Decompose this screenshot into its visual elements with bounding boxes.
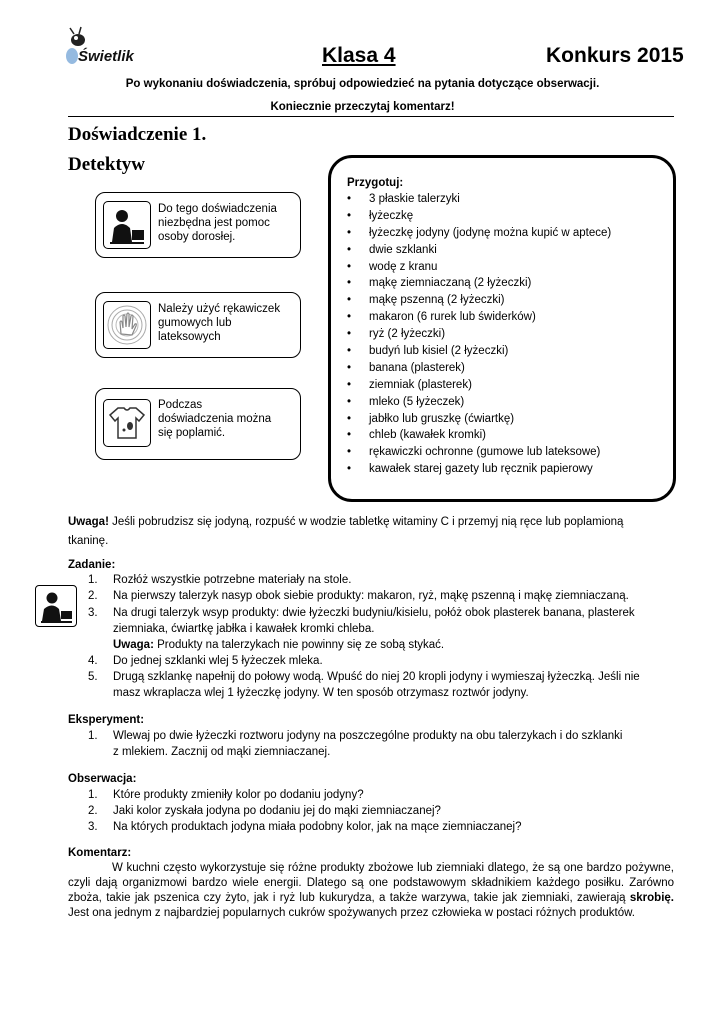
- card-text-line: gumowych lub: [158, 317, 232, 329]
- list-item: • 3 płaskie talerzyki: [347, 191, 611, 208]
- info-card-gloves: [95, 292, 301, 358]
- bullet-icon: •: [347, 463, 352, 476]
- experiment-name: Detektyw: [68, 154, 146, 175]
- bullet-icon: •: [347, 311, 352, 324]
- bullet-icon: •: [347, 412, 352, 425]
- card-text-line: doświadczenia można: [158, 413, 272, 425]
- question-number: 2.: [88, 805, 98, 817]
- bullet-icon: •: [347, 328, 352, 341]
- card-text-line: Należy użyć rękawiczek: [158, 303, 281, 315]
- experiment-steps-title: Eksperyment:: [68, 714, 145, 726]
- bullet-icon: •: [347, 243, 352, 256]
- bullet-icon: •: [347, 361, 352, 374]
- list-item: • rękawiczki ochronne (gumowe lub lateksowe): [347, 444, 611, 461]
- observation-question: Które produkty zmieniły kolor po dodaniu jodyny?: [113, 789, 364, 801]
- bullet-icon: •: [347, 345, 352, 358]
- task-step: Na pierwszy talerzyk nasyp obok siebie produkty: makaron, ryż, mąkę pszenną i mąkę ziemniaczaną.: [113, 590, 629, 602]
- bullet-icon: •: [347, 378, 352, 391]
- list-item: • dwie szklanki: [347, 242, 611, 259]
- list-item: • wodę z kranu: [347, 259, 611, 276]
- info-card-stains: [95, 388, 301, 460]
- list-item: • mąkę pszenną (2 łyżeczki): [347, 292, 611, 309]
- warning-text: Jeśli pobrudzisz się jodyną, rozpuść w wodzie tabletkę witaminy C i przemyj nią ręce lub poplamioną: [108, 516, 624, 528]
- comment-text-end: Jest ona jednym z najbardziej popularnych cukrów spożywanych przez człowieka w postaci różnych produktów.: [68, 907, 635, 919]
- bullet-icon: •: [347, 193, 352, 205]
- info-card-adult-help: [95, 192, 301, 258]
- preparation-title: Przygotuj:: [347, 177, 404, 189]
- bullet-icon: •: [347, 277, 352, 290]
- class-title: Klasa 4: [322, 44, 396, 67]
- step-number: 5.: [88, 671, 98, 683]
- task-step: Drugą szklankę napełnij do połowy wodą. Wpuść do niej 20 kropli jodyny i wymieszaj łyżeczką. Jeśli nie: [113, 671, 640, 683]
- gloves-icon: [103, 301, 151, 349]
- bullet-icon: •: [347, 294, 352, 307]
- list-item: • mleko (5 łyżeczek): [347, 394, 611, 411]
- comment-bold: skrobię.: [629, 892, 674, 904]
- step-number: 1.: [88, 574, 98, 586]
- card-text-line: niezbędna jest pomoc: [158, 217, 270, 229]
- task-note-text: Produkty na talerzykach nie powinny się ze sobą stykać.: [153, 639, 445, 651]
- preparation-list: [347, 191, 611, 478]
- list-item: • jabłko lub gruszkę (ćwiartkę): [347, 411, 611, 428]
- comment-title: Komentarz:: [68, 847, 132, 859]
- task-note-label: Uwaga:: [113, 639, 154, 651]
- warning-paragraph: [68, 515, 674, 549]
- list-item: • łyżeczkę jodyny (jodynę można kupić w aptece): [347, 225, 611, 242]
- card-text-line: lateksowych: [158, 331, 221, 343]
- step-number: 4.: [88, 655, 98, 667]
- step-number: 1.: [88, 730, 98, 742]
- bullet-icon: •: [347, 226, 352, 239]
- card-text-line: Do tego doświadczenia: [158, 203, 277, 215]
- logo-text: Świetlik: [78, 48, 134, 65]
- observation-title: Obserwacja:: [68, 773, 137, 785]
- stained-shirt-icon: [103, 399, 151, 447]
- list-item: • makaron (6 rurek lub świderków): [347, 309, 611, 326]
- observation-question: Jaki kolor zyskała jodyna po dodaniu jej do mąki ziemniaczanej?: [113, 805, 441, 817]
- task-step: Na drugi talerzyk wsyp produkty: dwie łyżeczki budyniu/kisielu, połóż obok plasterek banana, plasterek: [113, 607, 635, 619]
- list-item: • ziemniak (plasterek): [347, 377, 611, 394]
- list-item: • mąkę ziemniaczaną (2 łyżeczki): [347, 275, 611, 292]
- task-step-cont: ziemniaka, ćwiartkę jabłka i kawałek kromki chleba.: [113, 623, 375, 635]
- comment-reminder: Koniecznie przeczytaj komentarz!: [270, 101, 455, 113]
- warning-text-cont: tkaninę.: [68, 535, 109, 547]
- task-step-cont: masz wkraplacza wlej 1 łyżeczkę jodyny. W ten sposób otrzymasz roztwór jodyny.: [113, 687, 529, 699]
- card-text-line: się poplamić.: [158, 427, 226, 439]
- comment-text: W kuchni często wykorzystuje się różne produkty zbożowe lub ziemniaki dlatego, że są one bardzo pożywne, czyli dają organizmowi bardzo wiele energii. Dlatego są one podstawowym składnikiem każdego posiłku. Zarówno zboża, takie jak pszenica czy żyto, jak i ryż lub kukurydza, a także warzywa, takie jak ziemniaki, zawierają: [68, 862, 674, 904]
- bullet-icon: •: [347, 429, 352, 442]
- experiment-step: Wlewaj po dwie łyżeczki roztworu jodyny na poszczególne produkty na obu talerzykach i do szklanki: [113, 730, 623, 742]
- bullet-icon: •: [347, 209, 352, 222]
- bullet-icon: •: [347, 395, 352, 408]
- list-item: • ryż (2 łyżeczki): [347, 326, 611, 343]
- question-number: 3.: [88, 821, 98, 833]
- list-item: • budyń lub kisiel (2 łyżeczki): [347, 343, 611, 360]
- contest-title: Konkurs 2015: [546, 44, 684, 67]
- question-number: 1.: [88, 789, 98, 801]
- list-item: • kawałek starej gazety lub ręcznik papierowy: [347, 461, 611, 478]
- list-item: • łyżeczkę: [347, 208, 611, 225]
- instruction-subtitle: Po wykonaniu doświadczenia, spróbuj odpowiedzieć na pytania dotyczące obserwacji.: [125, 78, 600, 90]
- adult-help-icon: [35, 585, 77, 627]
- list-item: • banana (plasterek): [347, 360, 611, 377]
- step-number: 2.: [88, 590, 98, 602]
- task-step: Rozłóż wszystkie potrzebne materiały na stole.: [113, 574, 352, 586]
- bullet-icon: •: [347, 260, 352, 273]
- experiment-title: Doświadczenie 1.: [68, 124, 207, 145]
- step-number: 3.: [88, 607, 98, 619]
- list-item: • chleb (kawałek kromki): [347, 427, 611, 444]
- task-title: Zadanie:: [68, 559, 116, 571]
- card-text-line: Podczas: [158, 399, 203, 411]
- task-note: [113, 638, 444, 653]
- observation-question: Na których produktach jodyna miała podobny kolor, jak na mące ziemniaczanej?: [113, 821, 522, 833]
- experiment-step-cont: z mlekiem. Zacznij od mąki ziemniaczanej.: [113, 746, 331, 758]
- header-divider: [68, 116, 674, 117]
- card-text-line: osoby dorosłej.: [158, 231, 236, 243]
- task-step: Do jednej szklanki wlej 5 łyżeczek mleka.: [113, 655, 323, 667]
- comment-paragraph: [68, 861, 674, 921]
- bullet-icon: •: [347, 446, 352, 459]
- warning-label: Uwaga!: [68, 516, 109, 528]
- adult-help-icon: [103, 201, 151, 249]
